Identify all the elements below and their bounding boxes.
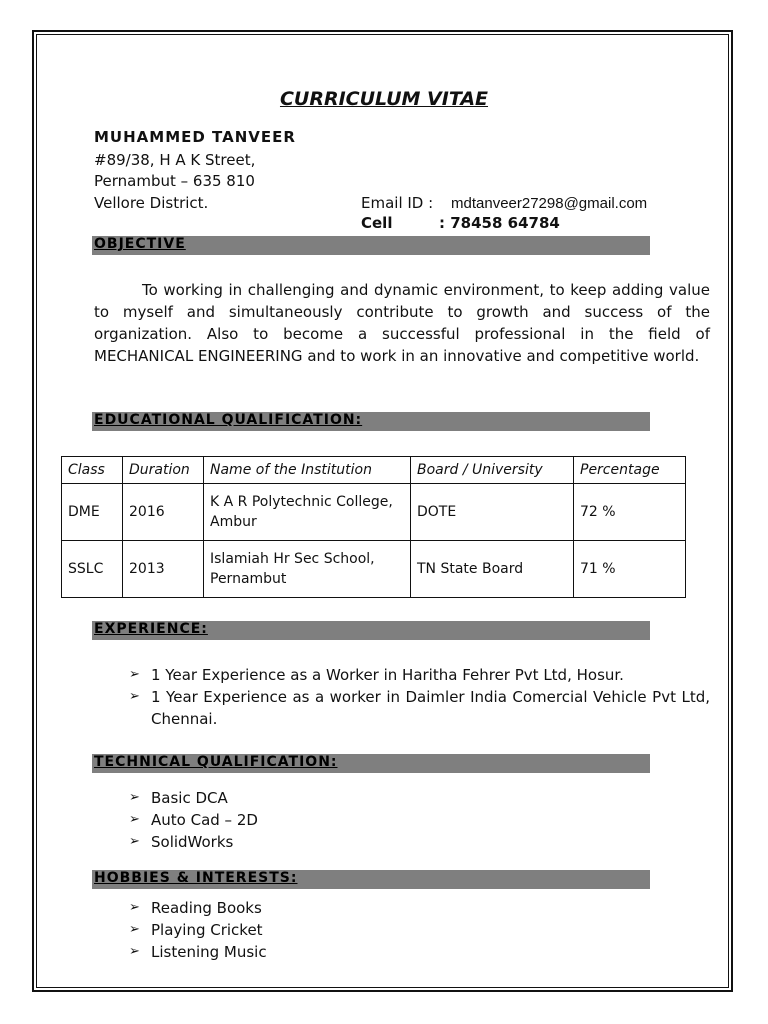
hobbies-list	[129, 897, 267, 963]
candidate-name: MUHAMMED TANVEER	[94, 128, 296, 146]
technical-list	[129, 787, 258, 853]
objective-paragraph: To working in challenging and dynamic environment, to keep adding value to myself and simultaneously contribute to growth and success of the organization. Also to become a successful professional in the field of MECHANICAL ENGINEERING and to work in an innovative and competitive world.	[94, 281, 710, 365]
list-item: ➢ Basic DCA	[129, 787, 258, 809]
section-heading: EDUCATIONAL QUALIFICATION:	[94, 412, 363, 428]
section-technical	[92, 754, 650, 773]
list-item: ➢ Playing Cricket	[129, 919, 267, 941]
table-cell: 71 %	[574, 541, 686, 598]
table-cell: K A R Polytechnic College, Ambur	[204, 484, 411, 541]
table-cell: 72 %	[574, 484, 686, 541]
section-objective	[92, 236, 650, 255]
column-header: Percentage	[574, 457, 686, 484]
address-line-2: Pernambut – 635 810	[94, 172, 255, 190]
section-heading: HOBBIES & INTERESTS:	[94, 870, 298, 886]
table-cell: TN State Board	[411, 541, 574, 598]
list-item: ➢ 1 Year Experience as a Worker in Haritha Fehrer Pvt Ltd, Hosur.	[129, 664, 710, 686]
table-cell: Islamiah Hr Sec School, Pernambut	[204, 541, 411, 598]
education-table	[61, 456, 686, 598]
section-hobbies	[92, 870, 650, 889]
list-item: ➢ Auto Cad – 2D	[129, 809, 258, 831]
table-cell: SSLC	[62, 541, 123, 598]
column-header: Duration	[123, 457, 204, 484]
list-item: ➢ Listening Music	[129, 941, 267, 963]
section-heading: TECHNICAL QUALIFICATION:	[94, 754, 338, 770]
list-item: ➢ SolidWorks	[129, 831, 258, 853]
table-cell: 2013	[123, 541, 204, 598]
experience-list	[129, 664, 710, 730]
table-cell: DOTE	[411, 484, 574, 541]
cell-label: Cell	[361, 214, 393, 232]
section-experience	[92, 621, 650, 640]
address-line-1: #89/38, H A K Street,	[94, 151, 256, 169]
email-label: Email ID :	[361, 194, 434, 212]
cell-value: : 78458 64784	[439, 214, 560, 232]
list-item: ➢ 1 Year Experience as a worker in Daimler India Comercial Vehicle Pvt Ltd, Chennai.	[129, 686, 710, 730]
table-header-row	[62, 457, 686, 484]
list-item: ➢ Reading Books	[129, 897, 267, 919]
table-row	[62, 484, 686, 541]
column-header: Class	[62, 457, 123, 484]
table-row	[62, 541, 686, 598]
table-cell: DME	[62, 484, 123, 541]
address-line-3: Vellore District.	[94, 194, 209, 212]
section-heading: OBJECTIVE	[94, 236, 186, 252]
section-heading: EXPERIENCE:	[94, 621, 208, 637]
column-header: Name of the Institution	[204, 457, 411, 484]
column-header: Board / University	[411, 457, 574, 484]
section-education	[92, 412, 650, 431]
document-title: CURRICULUM VITAE	[279, 88, 489, 110]
table-cell: 2016	[123, 484, 204, 541]
email-value: mdtanveer27298@gmail.com	[451, 195, 648, 212]
